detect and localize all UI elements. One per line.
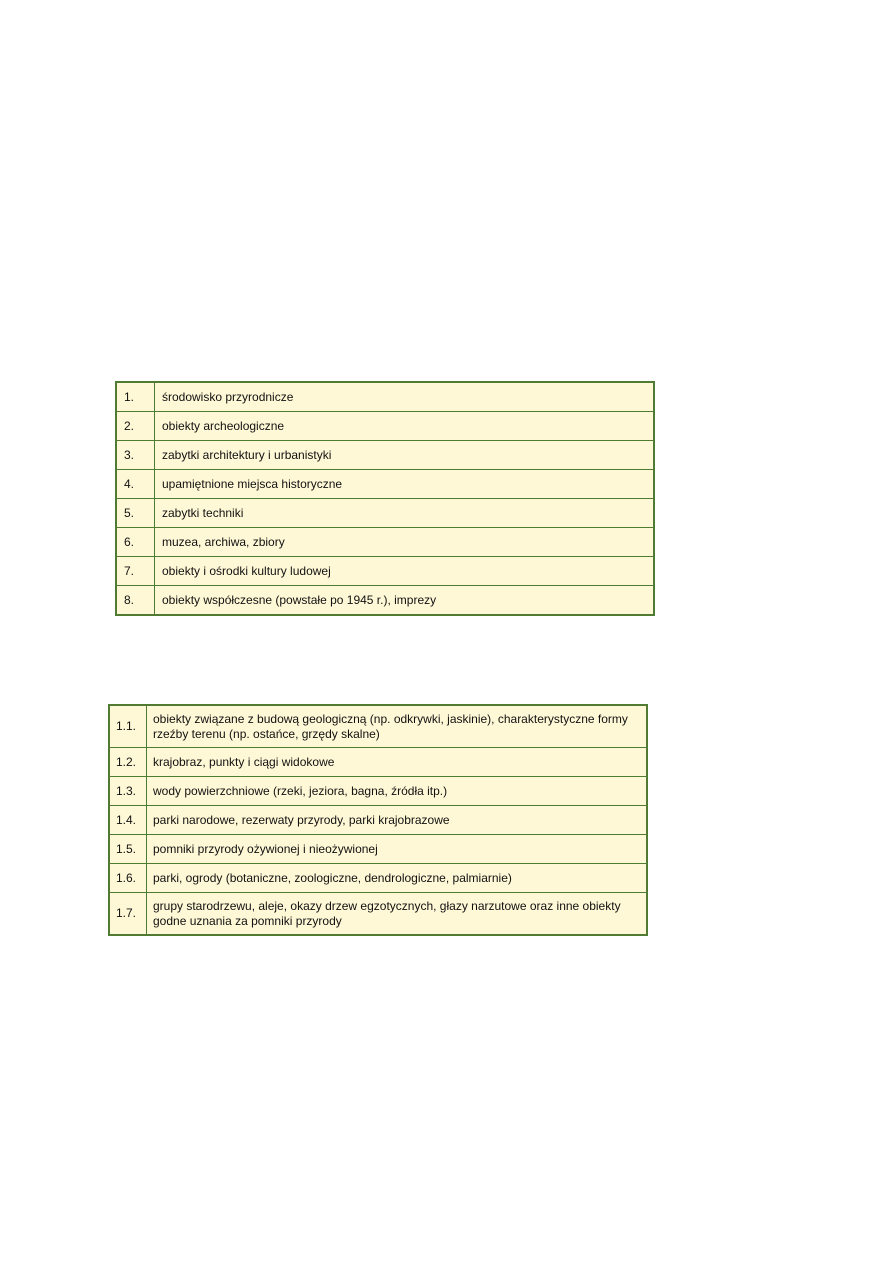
table-row xyxy=(116,499,654,528)
row-text: krajobraz, punkty i ciągi widokowe xyxy=(147,748,648,777)
row-number: 1.3. xyxy=(109,777,147,806)
table-row xyxy=(109,777,647,806)
row-number: 1.6. xyxy=(109,864,147,893)
row-number: 1. xyxy=(116,382,155,412)
row-text: środowisko przyrodnicze xyxy=(155,382,655,412)
table-row xyxy=(109,705,647,748)
row-text: parki, ogrody (botaniczne, zoologiczne, dendrologiczne, palmiarnie) xyxy=(147,864,648,893)
table-row xyxy=(116,470,654,499)
row-text: obiekty współczesne (powstałe po 1945 r.), imprezy xyxy=(155,586,655,616)
row-text: pomniki przyrody ożywionej i nieożywionej xyxy=(147,835,648,864)
row-number: 2. xyxy=(116,412,155,441)
table-row xyxy=(116,412,654,441)
row-text: obiekty archeologiczne xyxy=(155,412,655,441)
table-row xyxy=(109,748,647,777)
row-number: 8. xyxy=(116,586,155,616)
row-number: 1.7. xyxy=(109,893,147,936)
sub-categories-table xyxy=(108,704,648,936)
row-number: 5. xyxy=(116,499,155,528)
row-number: 1.2. xyxy=(109,748,147,777)
row-text: obiekty i ośrodki kultury ludowej xyxy=(155,557,655,586)
row-number: 1.1. xyxy=(109,705,147,748)
table-row xyxy=(116,441,654,470)
table-row xyxy=(116,586,654,616)
table-row xyxy=(116,557,654,586)
main-categories-table xyxy=(115,381,655,616)
row-number: 3. xyxy=(116,441,155,470)
row-number: 6. xyxy=(116,528,155,557)
row-number: 1.5. xyxy=(109,835,147,864)
table-row xyxy=(116,382,654,412)
table-row xyxy=(116,528,654,557)
table-row xyxy=(109,893,647,936)
row-text: upamiętnione miejsca historyczne xyxy=(155,470,655,499)
row-number: 4. xyxy=(116,470,155,499)
row-number: 7. xyxy=(116,557,155,586)
row-text: grupy starodrzewu, aleje, okazy drzew egzotycznych, głazy narzutowe oraz inne obiekty godne uznania za pomniki przyrody xyxy=(147,893,648,936)
table-row xyxy=(109,835,647,864)
table-row xyxy=(109,806,647,835)
row-text: muzea, archiwa, zbiory xyxy=(155,528,655,557)
table-row xyxy=(109,864,647,893)
row-number: 1.4. xyxy=(109,806,147,835)
row-text: zabytki architektury i urbanistyki xyxy=(155,441,655,470)
row-text: wody powierzchniowe (rzeki, jeziora, bagna, źródła itp.) xyxy=(147,777,648,806)
row-text: parki narodowe, rezerwaty przyrody, parki krajobrazowe xyxy=(147,806,648,835)
row-text: obiekty związane z budową geologiczną (np. odkrywki, jaskinie), charakterystyczne formy rzeźby terenu (np. ostańce, grzędy skalne) xyxy=(147,705,648,748)
row-text: zabytki techniki xyxy=(155,499,655,528)
